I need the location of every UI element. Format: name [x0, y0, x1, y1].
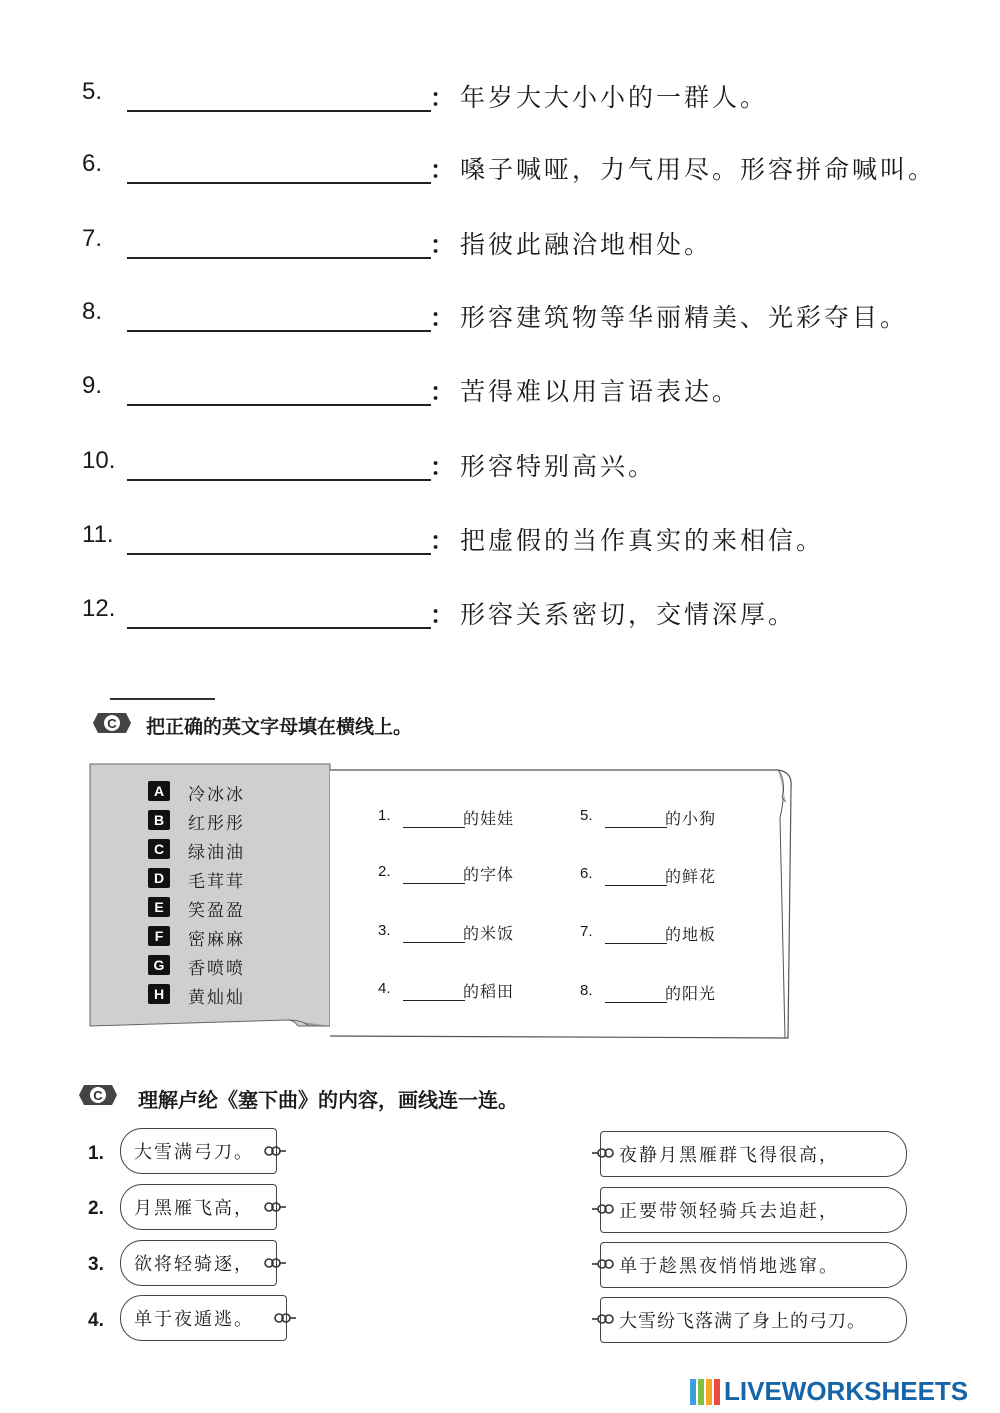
definition-text: 苦得难以用言语表达。 — [460, 377, 741, 406]
fill-item — [378, 805, 558, 831]
verse-line: 单于夜遁逃。 — [134, 1309, 254, 1330]
section-badge — [92, 712, 132, 734]
definition-text: 形容建筑物等华丽精美、光彩夺目。 — [460, 303, 909, 332]
fill-item — [580, 980, 760, 1006]
colon: ： — [430, 527, 454, 555]
letter-input[interactable] — [403, 807, 465, 828]
fill-item — [378, 978, 558, 1004]
liveworksheets-logo — [690, 1375, 990, 1407]
knot-icon — [592, 1203, 614, 1215]
item-number: 11. — [82, 521, 114, 548]
match-number: 4. — [88, 1310, 104, 1331]
fill-number: 4. — [378, 980, 391, 997]
match-left-tag[interactable] — [120, 1184, 277, 1230]
answer-input[interactable] — [127, 150, 431, 184]
fill-phrase: 的鲜花 — [665, 867, 717, 886]
option-item — [148, 954, 318, 978]
fill-number: 2. — [378, 863, 391, 880]
match-right-tag[interactable] — [600, 1187, 907, 1233]
definition-text: 形容特别高兴。 — [460, 452, 657, 481]
match-right-tag[interactable] — [600, 1297, 907, 1343]
colon: ： — [430, 304, 454, 332]
match-right-tag[interactable] — [600, 1242, 907, 1288]
fill-phrase: 的字体 — [463, 865, 515, 884]
definition-text: 嗓子喊哑，力气用尽。形容拼命喊叫。 — [460, 155, 937, 184]
fill-item — [580, 805, 760, 831]
fill-item — [580, 863, 760, 889]
answer-input[interactable] — [127, 595, 431, 629]
option-word: 冷冰冰 — [188, 785, 245, 805]
logo-text: LIVEWORKSHEETS — [724, 1376, 969, 1406]
item-number: 10. — [82, 447, 116, 474]
fill-item — [378, 920, 558, 946]
fill-number: 8. — [580, 982, 593, 999]
option-item — [148, 867, 318, 891]
match-number: 1. — [88, 1143, 104, 1164]
option-letter: H — [148, 984, 170, 1004]
item-number: 12. — [82, 595, 116, 622]
letter-input[interactable] — [605, 865, 667, 886]
option-word: 黄灿灿 — [188, 988, 245, 1008]
fill-phrase: 的娃娃 — [463, 809, 515, 828]
item-number: 6. — [82, 150, 103, 177]
knot-icon — [264, 1145, 286, 1157]
fill-phrase: 的米饭 — [463, 924, 515, 943]
option-item — [148, 838, 318, 862]
definition-row — [82, 225, 962, 265]
option-word: 毛茸茸 — [188, 872, 245, 892]
section-title: 把正确的英文字母填在横线上。 — [146, 716, 413, 738]
colon: ： — [430, 601, 454, 629]
option-letter: B — [148, 810, 170, 830]
option-word: 香喷喷 — [188, 959, 245, 979]
match-number: 3. — [88, 1254, 104, 1275]
colon: ： — [430, 84, 454, 112]
item-number: 9. — [82, 372, 103, 399]
verse-meaning: 单于趁黑夜悄悄地逃窜。 — [619, 1256, 839, 1277]
section-divider — [110, 698, 215, 700]
badge-letter: C — [107, 716, 117, 731]
knot-icon — [592, 1258, 614, 1270]
definition-row — [82, 150, 962, 190]
colon: ： — [430, 453, 454, 481]
knot-icon — [264, 1201, 286, 1213]
option-letter: E — [148, 897, 170, 917]
definition-text: 把虚假的当作真实的来相信。 — [460, 526, 825, 555]
answer-input[interactable] — [127, 521, 431, 555]
item-number: 8. — [82, 298, 103, 325]
verse-meaning: 夜静月黑雁群飞得很高， — [619, 1145, 839, 1166]
fill-item — [580, 921, 760, 947]
item-number: 5. — [82, 78, 103, 105]
definition-row — [82, 595, 962, 635]
verse-line: 欲将轻骑逐， — [134, 1254, 254, 1275]
fill-phrase: 的地板 — [665, 925, 717, 944]
option-word: 绿油油 — [188, 843, 245, 863]
verse-meaning: 正要带领轻骑兵去追赶， — [619, 1201, 839, 1222]
fill-phrase: 的稻田 — [463, 982, 515, 1001]
option-item — [148, 925, 318, 949]
definition-row — [82, 298, 962, 338]
option-word: 红彤彤 — [188, 814, 245, 834]
match-left-tag[interactable] — [120, 1240, 277, 1286]
answer-input[interactable] — [127, 225, 431, 259]
badge-letter: C — [93, 1088, 103, 1103]
fill-number: 6. — [580, 865, 593, 882]
match-left-tag[interactable] — [120, 1128, 277, 1174]
letter-input[interactable] — [605, 923, 667, 944]
answer-input[interactable] — [127, 372, 431, 406]
match-right-tag[interactable] — [600, 1131, 907, 1177]
section-badge — [78, 1084, 118, 1106]
definition-row — [82, 78, 962, 118]
fill-phrase: 的阳光 — [665, 984, 717, 1003]
section-title: 理解卢纶《塞下曲》的内容，画线连一连。 — [138, 1088, 518, 1112]
option-letter: D — [148, 868, 170, 888]
option-letter: G — [148, 955, 170, 975]
definition-row — [82, 447, 962, 487]
colon: ： — [430, 231, 454, 259]
option-letter: F — [148, 926, 170, 946]
option-item — [148, 809, 318, 833]
verse-meaning: 大雪纷飞落满了身上的弓刀。 — [619, 1311, 866, 1332]
fill-number: 7. — [580, 923, 593, 940]
item-number: 7. — [82, 225, 103, 252]
letter-input[interactable] — [403, 922, 465, 943]
option-item — [148, 896, 318, 920]
fill-number: 3. — [378, 922, 391, 939]
definition-text: 形容关系密切，交情深厚。 — [460, 600, 797, 629]
match-left-tag[interactable] — [120, 1295, 287, 1341]
definition-row — [82, 372, 962, 412]
option-item — [148, 983, 318, 1007]
fill-number: 1. — [378, 807, 391, 824]
definition-text: 指彼此融洽地相处。 — [460, 230, 713, 259]
fill-item — [378, 861, 558, 887]
letter-input[interactable] — [403, 863, 465, 884]
letter-input[interactable] — [605, 982, 667, 1003]
verse-line: 月黑雁飞高， — [134, 1198, 254, 1219]
knot-icon — [592, 1147, 614, 1159]
knot-icon — [274, 1312, 296, 1324]
option-word: 笑盈盈 — [188, 901, 245, 921]
word-bank-scroll — [88, 758, 793, 1040]
definition-row — [82, 521, 962, 561]
letter-input[interactable] — [605, 807, 667, 828]
hexagon-badge-icon — [78, 1084, 118, 1106]
answer-input[interactable] — [127, 78, 431, 112]
answer-input[interactable] — [127, 298, 431, 332]
option-word: 密麻麻 — [188, 930, 245, 950]
liveworksheets-emblem-icon — [690, 1379, 720, 1405]
knot-icon — [264, 1257, 286, 1269]
letter-input[interactable] — [403, 980, 465, 1001]
knot-icon — [592, 1313, 614, 1325]
option-letter: C — [148, 839, 170, 859]
colon: ： — [430, 378, 454, 406]
definition-text: 年岁大大小小的一群人。 — [460, 83, 769, 112]
option-letter: A — [148, 781, 170, 801]
fill-number: 5. — [580, 807, 593, 824]
hexagon-badge-icon — [92, 712, 132, 734]
match-number: 2. — [88, 1198, 104, 1219]
colon: ： — [430, 156, 454, 184]
fill-phrase: 的小狗 — [665, 809, 717, 828]
answer-input[interactable] — [127, 447, 431, 481]
verse-line: 大雪满弓刀。 — [134, 1142, 254, 1163]
option-item — [148, 780, 318, 804]
